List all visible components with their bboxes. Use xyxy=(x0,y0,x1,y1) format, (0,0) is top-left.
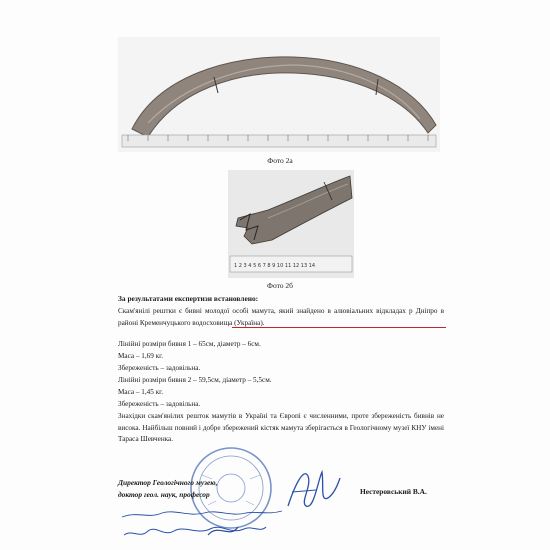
tusk2-mass: Маса – 1,45 кг. xyxy=(118,388,164,396)
highlight-underline xyxy=(232,327,446,328)
findings-paragraph: Знахідки скам'янілих решток мамутів в Україні та Європі є численними, проте збереженість бивнів не висока. Найбільш повний і добре збережений кістяк мамута зберігається в Геологічному музеї КНУ імені Тараса Шевченка. xyxy=(118,412,444,444)
conclusion-paragraph: Скам'янілі рештки є бивні молодої особі мамута, який знайдено в алювіальних відкладах р Дніпро в районі Кременчуцького водосховища (Україна). xyxy=(118,307,444,327)
tusk1-mass: Маса – 1,69 кг. xyxy=(118,352,164,360)
signatory-title-line1: Директор Геологічного музею, xyxy=(118,478,218,487)
tusk2-condition: Збереженість – задовільна. xyxy=(118,400,201,408)
signatory-name: Нестеровський В.А. xyxy=(360,487,427,496)
svg-text:1 2 3 4 5 6 7 8 9 10 11 12 13: 1 2 3 4 5 6 7 8 9 10 11 12 13 14 xyxy=(234,263,316,269)
tusk1-condition: Збереженість – задовільна. xyxy=(118,364,201,372)
handwritten-note xyxy=(118,505,288,543)
signatory-title xyxy=(118,477,217,501)
handwritten-signature xyxy=(282,462,344,518)
conclusion-heading: За результатами експертизи встановлено: xyxy=(118,294,259,303)
photo-2a xyxy=(118,37,440,152)
signatory-title-line2: доктор геол. наук, професор xyxy=(118,490,210,499)
photo-2a-caption: Фото 2а xyxy=(267,156,293,165)
photo-2b xyxy=(228,170,354,278)
tusk1-dimensions: Лінійні розміри бивня 1 – 65см, діаметр – 6см. xyxy=(118,340,261,348)
photo-2b-caption: Фото 2б xyxy=(267,281,293,290)
tusk2-dimensions: Лінійні розміри бивня 2 – 59,5см, діаметр – 5,5см. xyxy=(118,376,272,384)
